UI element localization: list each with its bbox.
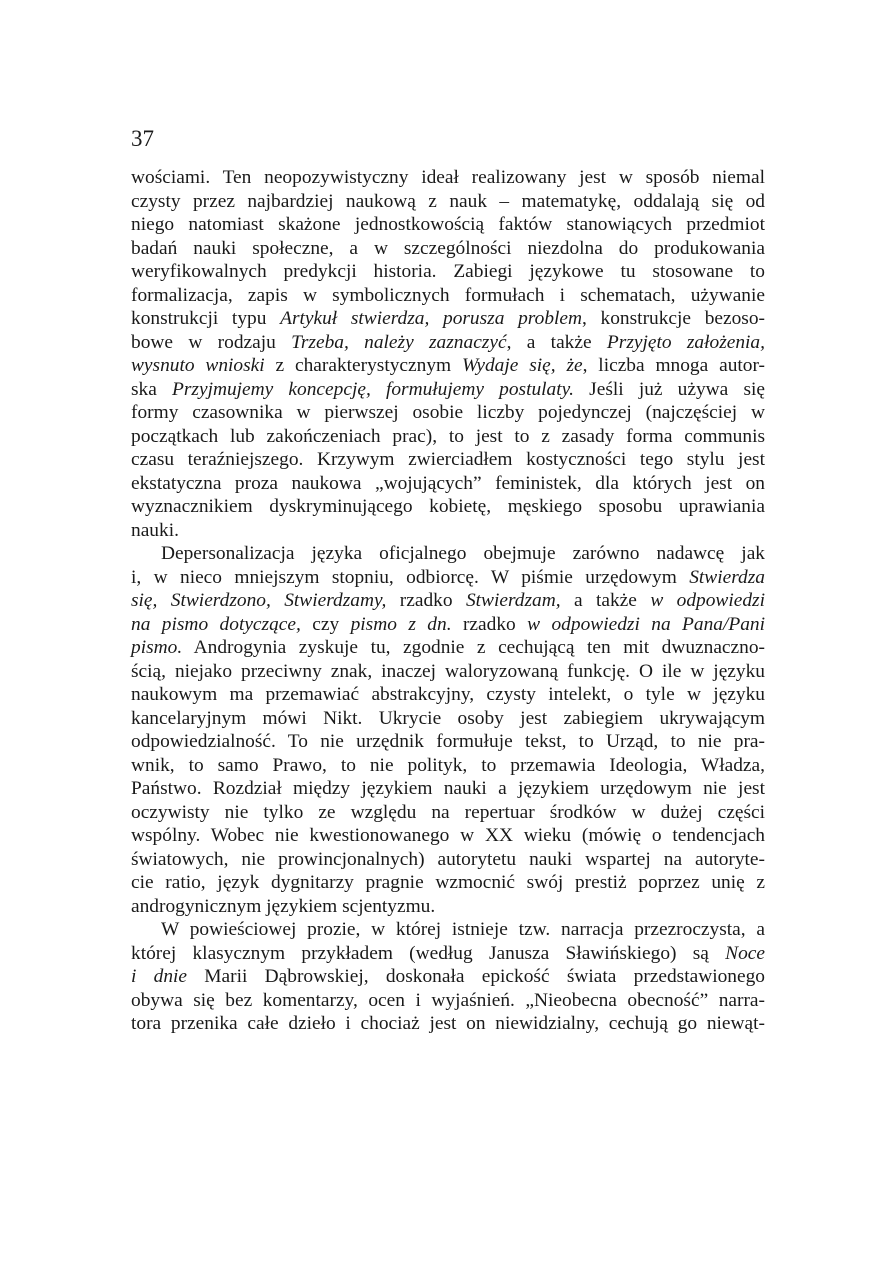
text-line <box>131 260 765 284</box>
text-segment: androgynicznym językiem scjentyzmu. <box>131 895 436 917</box>
text-segment: konstrukcji typu <box>131 308 281 329</box>
text-segment: czy <box>300 613 351 635</box>
text-segment: oczywisty nie tylko ze względu na repertuar środków w dużej części <box>131 801 765 823</box>
italic-phrase: Przyjęto założenia, <box>606 331 765 353</box>
italic-phrase: pismo. <box>131 637 183 658</box>
text-line <box>131 307 765 331</box>
italic-phrase: Artykuł stwierdza, porusza problem <box>280 308 583 329</box>
text-line <box>131 166 765 190</box>
text-segment: Państwo. Rozdział między językiem nauki a językiem urzędowym nie jest <box>131 778 765 799</box>
page-number: 37 <box>131 126 154 151</box>
text-line <box>131 730 765 754</box>
italic-phrase: na pismo dotyczące, <box>131 613 301 635</box>
text-line <box>131 237 765 261</box>
text-segment: wspólny. Wobec nie kwestionowanego w XX wieku (mówię o tendencjach <box>131 825 765 846</box>
text-segment: wyznacznikiem dyskryminującego kobietę, męskiego sposobu uprawiania <box>131 496 765 517</box>
text-segment: ścią, niejako przeciwny znak, inaczej waloryzowaną funkcję. O ile w języku <box>131 660 765 682</box>
italic-phrase: i dnie <box>131 966 188 987</box>
italic-phrase: Przyjmujemy koncepcję, formułujemy postulaty. <box>172 378 575 400</box>
text-line <box>131 895 765 919</box>
text-segment: z charakterystycznym <box>264 355 462 376</box>
text-segment: , liczba mnoga autor- <box>582 355 765 376</box>
text-line <box>131 777 765 801</box>
italic-phrase: w odpowiedzi na Pana/Pani <box>527 613 765 635</box>
text-line <box>131 871 765 895</box>
text-segment: ska <box>131 378 173 400</box>
body-text <box>131 166 765 1036</box>
text-segment: rzadko <box>386 590 466 611</box>
text-segment: Jeśli już używa się <box>574 378 765 400</box>
text-line <box>131 284 765 308</box>
text-line <box>131 754 765 778</box>
text-line <box>131 566 765 590</box>
text-segment: i, w nieco mniejszym stopniu, odbiorcę. W piśmie urzędowym <box>131 566 690 588</box>
text-segment: cie ratio, język dygnitarzy pragnie wzmocnić swój prestiż poprzez unię z <box>131 872 765 893</box>
text-line <box>131 448 765 472</box>
text-segment: Depersonalizacja języka oficjalnego obejmuje zarówno nadawcę jak <box>161 543 765 564</box>
text-line <box>131 801 765 825</box>
italic-phrase: Stwierdzam, <box>465 590 561 611</box>
text-segment: Androgynia zyskuje tu, zgodnie z cechującą ten mit dwuznaczno- <box>182 637 765 658</box>
italic-phrase: w odpowiedzi <box>650 590 765 611</box>
text-segment: wnik, to samo Prawo, to nie polityk, to przemawia Ideologia, Władza, <box>131 754 765 776</box>
text-line <box>131 707 765 731</box>
text-segment: której klasycznym przykładem (według Janusza Sławińskiego) są <box>131 942 726 964</box>
italic-phrase: wysnuto wnioski <box>131 355 265 376</box>
text-line <box>131 683 765 707</box>
text-line <box>131 331 765 355</box>
text-line <box>131 425 765 449</box>
text-line <box>131 613 765 637</box>
text-segment: a także <box>560 590 651 611</box>
text-line <box>131 354 765 378</box>
text-segment: W powieściowej prozie, w której istnieje tzw. narracja przezroczysta, a <box>161 919 765 940</box>
text-line <box>131 1012 765 1036</box>
text-segment: formalizacja, zapis w symbolicznych formułach i schematach, używanie <box>131 284 765 306</box>
text-line <box>131 519 765 543</box>
text-segment: światowych, nie prowincjonalnych) autorytetu nauki wspartej na autoryte- <box>131 848 765 870</box>
text-segment: odpowiedzialność. To nie urzędnik formułuje tekst, to Urząd, to nie pra- <box>131 731 765 752</box>
text-segment: kancelaryjnym mówi Nikt. Ukrycie osoby jest zabiegiem ukrywającym <box>131 707 765 729</box>
text-segment: Marii Dąbrowskiej, doskonała epickość świata przedstawionego <box>187 966 765 987</box>
text-line <box>131 636 765 660</box>
text-segment: bowe w rodzaju <box>131 331 292 353</box>
text-line <box>131 942 765 966</box>
italic-phrase: się, Stwierdzono, Stwierdzamy, <box>131 590 387 611</box>
italic-phrase: Noce <box>725 942 765 964</box>
text-segment: nauki. <box>131 519 179 541</box>
text-line <box>131 378 765 402</box>
paragraph-first-line <box>131 918 765 942</box>
text-segment: ekstatyczna proza naukowa „wojujących” feministek, dla których jest on <box>131 472 765 494</box>
text-line <box>131 589 765 613</box>
text-line <box>131 472 765 496</box>
text-segment: weryfikowalnych predykcji historia. Zabiegi językowe tu stosowane to <box>131 261 765 282</box>
italic-phrase: Wydaje się, że <box>461 355 583 376</box>
text-line <box>131 190 765 214</box>
text-line <box>131 213 765 237</box>
italic-phrase: pismo z dn. <box>350 613 452 635</box>
text-line <box>131 660 765 684</box>
text-segment: formy czasownika w pierwszej osobie liczby pojedynczej (najczęściej w <box>131 402 765 423</box>
text-line <box>131 848 765 872</box>
text-segment: , konstrukcje bezoso- <box>582 308 765 329</box>
italic-phrase: Trzeba, należy zaznaczyć <box>291 331 507 353</box>
text-segment: rzadko <box>451 613 528 635</box>
text-line <box>131 989 765 1013</box>
text-segment: , a także <box>506 331 607 353</box>
text-segment: obywa się bez komentarzy, ocen i wyjaśnień. „Nieobecna obecność” narra- <box>131 989 765 1011</box>
paragraph-first-line <box>131 542 765 566</box>
text-line <box>131 495 765 519</box>
text-segment: wościami. Ten neopozywistyczny ideał realizowany jest w sposób niemal <box>131 167 765 188</box>
text-segment: niego natomiast skażone jednostkowością faktów stanowiących przedmiot <box>131 214 765 235</box>
text-segment: tora przenika całe dzieło i chociaż jest on niewidzialny, cechują go niewąt- <box>131 1013 765 1034</box>
text-segment: badań nauki społeczne, a w szczególności niezdolna do produkowania <box>131 237 765 259</box>
text-segment: naukowym ma przemawiać abstrakcyjny, czysty intelekt, o tyle w języku <box>131 684 765 705</box>
text-segment: czysty przez najbardziej naukową z nauk – matematykę, oddalają się od <box>131 190 765 212</box>
text-line <box>131 965 765 989</box>
italic-phrase: Stwierdza <box>689 566 765 588</box>
text-line <box>131 401 765 425</box>
text-line <box>131 824 765 848</box>
text-segment: czasu teraźniejszego. Krzywym zwierciadłem kostyczności tego stylu jest <box>131 449 765 470</box>
text-segment: początkach lub zakończeniach prac), to jest to z zasady forma communis <box>131 425 765 447</box>
